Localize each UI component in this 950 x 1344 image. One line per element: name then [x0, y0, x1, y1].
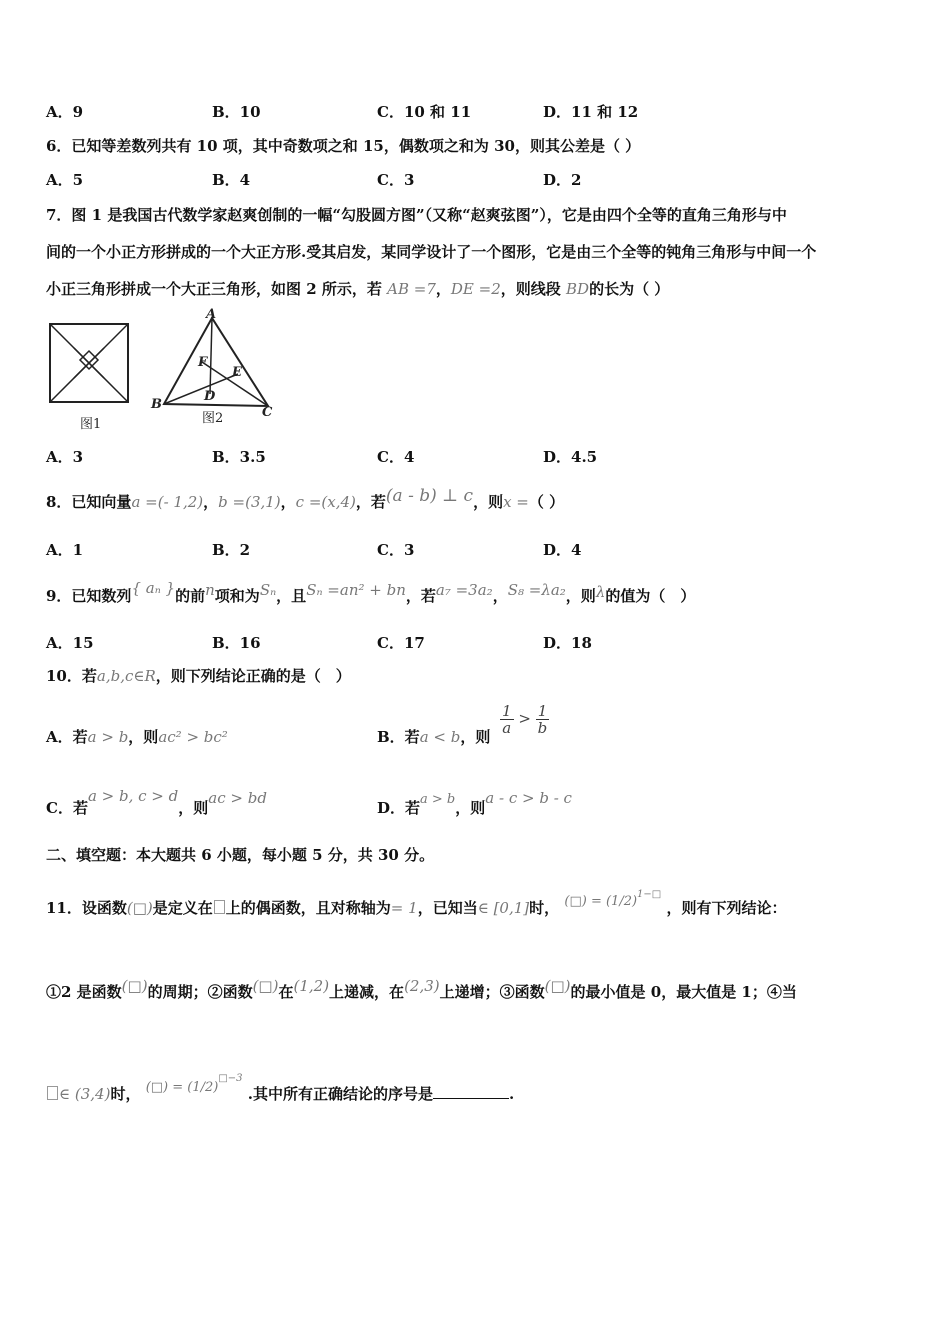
- answer-blank[interactable]: [433, 1084, 509, 1099]
- q9-eq2: a₇ =3a₂: [435, 581, 493, 599]
- q9-eq1: Sₙ =an² + bn: [306, 581, 406, 599]
- q10-condition: a,b,c∈R: [96, 667, 156, 685]
- placeholder-glyph: [214, 900, 225, 914]
- q7-line3-post: 的长为（ ）: [589, 280, 670, 298]
- q7-option-c: C．4: [377, 448, 415, 466]
- q7-line-1: 7．图 1 是我国古代数学家赵爽创制的一幅“勾股圆方图”（又称“赵爽弦图”），它是由四个全等的直角三角形与中: [46, 206, 787, 224]
- q6-question: 6．已知等差数列共有 10 项，其中奇数项之和 15，偶数项之和为 30，则其公差是（ ）: [46, 137, 641, 155]
- q7-option-b: B．3.5: [212, 448, 266, 466]
- q8-question: 8．已知向量a =(- 1,2)，b =(3,1)，c =(x,4)，若(a - b) ⊥ c，则x =（ ）: [46, 486, 565, 511]
- q7-sep: ，: [435, 280, 451, 298]
- q7-line-3: [46, 279, 669, 299]
- figure-1-zhao-shuang-diagram: [44, 318, 134, 436]
- q7-option-d: D．4.5: [543, 448, 598, 466]
- q7-line3-mid: ，则线段: [500, 280, 561, 298]
- q7-cond-ab: AB =7: [387, 280, 436, 298]
- q11-function-def-2: (□) = (1/2): [145, 1080, 219, 1095]
- q10-option-b: B．若a < b，则: [377, 728, 491, 746]
- label-f: F: [198, 355, 208, 370]
- q8-vector-c: c =(x,4): [295, 493, 356, 511]
- q11-line-2: ①2 是函数(□)的周期；②函数(□)在(1,2)上递减，在(2,3)上递增；③函数(□)的最小值是 0，最大值是 1；④当: [46, 977, 797, 1001]
- q9-option-d: D．18: [543, 634, 592, 652]
- q6-option-b: B．4: [212, 171, 251, 189]
- q7-line3-pre: 小正三角形拼成一个大正三角形，如图 2 所示，若: [46, 280, 382, 298]
- label-e: E: [232, 365, 242, 380]
- section-2-heading: 二、填空题：本大题共 6 小题，每小题 5 分，共 30 分。: [46, 846, 435, 864]
- q7-cond-de: DE =2: [450, 280, 501, 298]
- q9-lambda: λ: [595, 583, 606, 601]
- q9-sn: Sₙ: [259, 581, 277, 599]
- label-c: C: [262, 405, 273, 420]
- q7-line-2: 间的一个小正方形拼成的一个大正方形.受其启发，某同学设计了一个图形，它是由三个全等的钝角三角形与中间一个: [46, 243, 817, 261]
- q8-cond-pre: ，若: [355, 493, 386, 511]
- label-b: B: [151, 397, 162, 412]
- q8-option-b: B．2: [212, 541, 251, 559]
- q8-condition: (a - b) ⊥ c: [385, 486, 474, 506]
- q11-function-def: (□) = (1/2): [564, 894, 638, 909]
- q8-post: （ ）: [528, 493, 565, 511]
- figure-1-caption: 图1: [80, 417, 102, 432]
- q9-option-b: B．16: [212, 634, 261, 652]
- q8-x: x =: [503, 493, 529, 511]
- placeholder-glyph: [47, 1086, 58, 1100]
- q9-eq3: S₈ =λa₂: [507, 581, 566, 599]
- q7-segment-bd: BD: [566, 280, 590, 298]
- q8-option-a: A．1: [46, 541, 84, 559]
- q9-question: 9．已知数列{ aₙ }的前n项和为Sₙ，且Sₙ =an² + bn，若a₇ =3a₂，S₈ =λa₂，则λ的值为（ ）: [46, 579, 696, 605]
- q8-vector-a: a =(- 1,2): [131, 493, 204, 511]
- label-d: D: [204, 389, 216, 404]
- q5-option-d: D．11 和 12: [543, 103, 639, 121]
- q10-option-d: D．若a > b，则a - c > b - c: [377, 789, 572, 817]
- label-a: A: [206, 307, 217, 322]
- q8-post-pre: ，则: [473, 493, 504, 511]
- q5-option-b: B．10: [212, 103, 261, 121]
- q11-line-1: 11．设函数(□)是定义在 上的偶函数，且对称轴为= 1，已知当∈ [0,1]时， (□) = $(1/2)^{1-□}$ ，则有下列结论：: [46, 889, 787, 917]
- q10-option-a: A．若a > b，则ac² > bc²: [46, 728, 228, 746]
- q5-option-a: A．9: [46, 103, 84, 121]
- q9-option-c: C．17: [377, 634, 425, 652]
- q10-option-b-fraction: $\frac{1}{a}$ > $\frac{1}{b}$: [502, 702, 548, 737]
- q6-option-d: D．2: [543, 171, 582, 189]
- q9-option-a: A．15: [46, 634, 94, 652]
- q11-line-3: ∈ (3,4)时， (□) = $(1/2)^{□-3}$ .其中所有正确结论的序号是 .: [46, 1081, 514, 1106]
- q9-sequence: { aₙ }: [131, 579, 176, 597]
- figure-2-triangle-diagram: [146, 306, 281, 430]
- q10-option-c: C．若a > b, c > d，则ac > bd: [46, 787, 267, 817]
- q7-option-a: A．3: [46, 448, 84, 466]
- figure-2-caption: 图2: [202, 411, 224, 426]
- q9-n: n: [205, 581, 215, 599]
- q8-vector-b: b =(3,1): [218, 493, 281, 511]
- q6-option-c: C．3: [377, 171, 415, 189]
- q8-option-c: C．3: [377, 541, 415, 559]
- q5-option-c: C．10 和 11: [377, 103, 472, 121]
- q6-option-a: A．5: [46, 171, 84, 189]
- q8-pre: 8．已知向量: [46, 493, 132, 511]
- q8-option-d: D．4: [543, 541, 582, 559]
- q10-question: 10．若a,b,c∈R，则下列结论正确的是（ ）: [46, 667, 351, 685]
- q9-pre: 9．已知数列: [46, 587, 132, 605]
